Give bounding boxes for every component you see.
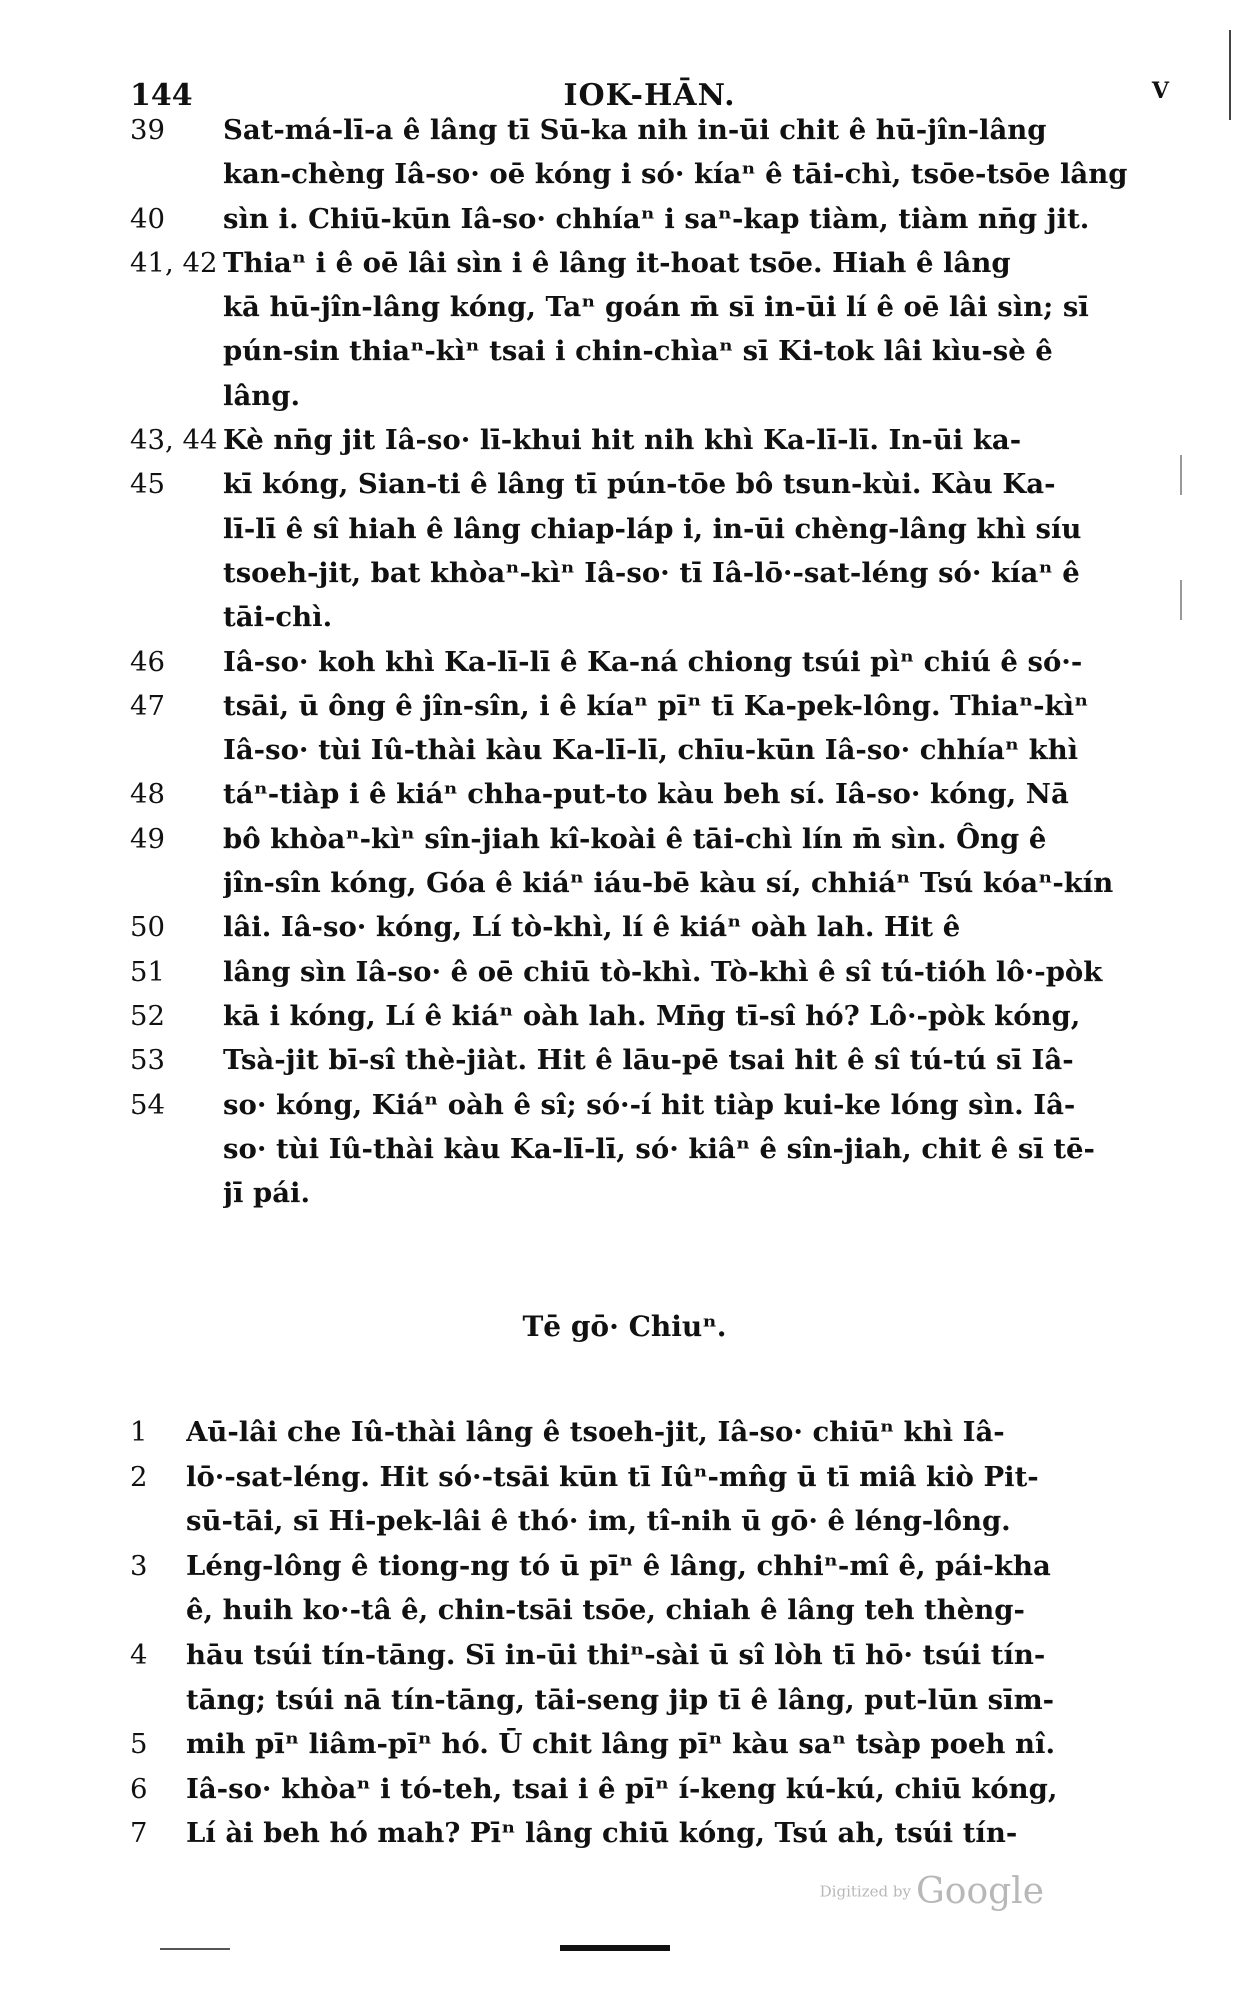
verse-line: [130, 1410, 1170, 1455]
verse-line: [130, 329, 1170, 373]
verse-number: 3: [130, 1549, 148, 1582]
verse-text: kā hū-jîn-lâng kóng, Taⁿ goán m̄ sī in-ūi lí ê oē lâi sìn; sī: [223, 291, 1089, 324]
verse-text: ê, huih ko·-tâ ê, chin-tsāi tsōe, chiah ê lâng teh thèng-: [186, 1594, 1025, 1627]
verse-line: [130, 507, 1170, 551]
verse-text: mih pīⁿ liâm-pīⁿ hó. Ū chit lâng pīⁿ kàu saⁿ tsàp poeh nî.: [186, 1728, 1056, 1761]
verse-text: Thiaⁿ i ê oē lâi sìn i ê lâng it-hoat tsōe. Hiah ê lâng: [223, 246, 1011, 279]
verse-line: [130, 640, 1170, 684]
verse-text: Iâ-so· tùi Iû-thài kàu Ka-lī-lī, chīu-kūn Iâ-so· chhíaⁿ khì: [223, 734, 1079, 767]
verse-number: 47: [130, 689, 165, 722]
verse-text: lâi. Iâ-so· kóng, Lí tò-khì, lí ê kiáⁿ oàh lah. Hit ê: [223, 911, 961, 944]
margin-mark: [1180, 455, 1182, 495]
verse-number: 7: [130, 1817, 148, 1850]
verse-line: [130, 1678, 1170, 1723]
verse-text: hāu tsúi tín-tāng. Sī in-ūi thiⁿ-sài ū sî lòh tī hō· tsúi tín-: [186, 1638, 1046, 1671]
verse-number: 45: [130, 468, 165, 501]
verse-line: [130, 1811, 1170, 1856]
verse-number: 46: [130, 645, 165, 678]
verse-text: Iâ-so· koh khì Ka-lī-lī ê Ka-ná chiong tsúi pìⁿ chiú ê só·-: [223, 645, 1083, 678]
scan-artifact-rule: [560, 1945, 670, 1951]
verse-line: [130, 595, 1170, 639]
verse-text: Kè nn̄g jit Iâ-so· lī-khui hit nih khì Ka-lī-lī. In-ūi ka-: [223, 424, 1022, 457]
verse-number: 39: [130, 114, 165, 146]
verse-line: [130, 551, 1170, 595]
verse-text: Tsà-jit bī-sî thè-jiàt. Hit ê lāu-pē tsai hit ê sî tú-tú sī Iâ-: [223, 1044, 1074, 1077]
watermark-prefix: Digitized by: [819, 1882, 911, 1901]
verse-line: [130, 994, 1170, 1038]
verse-line: [130, 1588, 1170, 1633]
verse-number: 1: [130, 1416, 148, 1448]
verse-line: [130, 1455, 1170, 1500]
verse-line: [130, 197, 1170, 241]
verse-text: lâng.: [223, 379, 301, 412]
verse-number: 53: [130, 1044, 165, 1077]
verse-text: tāi-chì.: [223, 601, 333, 634]
verse-line: [130, 152, 1170, 196]
verse-line: [130, 1544, 1170, 1589]
verse-line: [130, 1499, 1170, 1544]
verse-number: 6: [130, 1772, 148, 1805]
verse-line: [130, 861, 1170, 905]
verse-line: [130, 285, 1170, 329]
verse-line: [130, 905, 1170, 949]
verse-text: tsoeh-jit, bat khòaⁿ-kìⁿ Iâ-so· tī Iâ-lō·-sat-léng só· kíaⁿ ê: [223, 556, 1080, 589]
verse-line: [130, 772, 1170, 816]
verse-number: 48: [130, 778, 165, 811]
verse-text: tāng; tsúi nā tín-tāng, tāi-seng jip tī ê lâng, put-lūn sīm-: [186, 1683, 1055, 1716]
section-heading: Tē gō· Chiuⁿ.: [522, 1310, 727, 1343]
verse-line: [130, 950, 1170, 994]
page-number: 144: [130, 78, 193, 113]
verse-text: jī pái.: [223, 1177, 311, 1210]
verse-number: 54: [130, 1088, 165, 1121]
verse-line: [130, 1767, 1170, 1812]
verse-text: sū-tāi, sī Hi-pek-lâi ê thó· im, tî-nih ū gō· ê léng-lông.: [186, 1505, 1011, 1538]
running-title: IOK-HĀN.: [563, 78, 736, 113]
verse-line: [130, 1127, 1170, 1171]
verse-line: [130, 1171, 1170, 1215]
verse-line: [130, 418, 1170, 462]
verse-line: [130, 1083, 1170, 1127]
margin-mark: [1180, 580, 1182, 620]
verse-line: [130, 1722, 1170, 1767]
verse-text: Sat-má-lī-a ê lâng tī Sū-ka nih in-ūi chit ê hū-jîn-lâng: [223, 114, 1047, 146]
verse-block-chapter-4: [130, 108, 1170, 1215]
verse-text: Iâ-so· khòaⁿ i tó-teh, tsai i ê pīⁿ í-keng kú-kú, chiū kóng,: [186, 1772, 1058, 1805]
verse-text: so· kóng, Kiáⁿ oàh ê sî; só·-í hit tiàp kui-ke lóng sìn. Iâ-: [223, 1088, 1076, 1121]
verse-text: lâng sìn Iâ-so· ê oē chiū tò-khì. Tò-khì ê sî tú-tióh lô·-pòk: [223, 955, 1103, 988]
verse-text: Aū-lâi che Iû-thài lâng ê tsoeh-jit, Iâ-so· chiūⁿ khì Iâ-: [186, 1416, 1005, 1448]
verse-text: lō·-sat-léng. Hit só·-tsāi kūn tī Iûⁿ-mn̂g ū tī miâ kiò Pit-: [186, 1460, 1039, 1493]
verse-number: 50: [130, 911, 165, 944]
verse-line: [130, 1633, 1170, 1678]
verse-number: 51: [130, 955, 165, 988]
verse-text: pún-sin thiaⁿ-kìⁿ tsai i chin-chìaⁿ sī Ki-tok lâi kìu-sè ê: [223, 335, 1053, 368]
verse-number: 52: [130, 999, 165, 1032]
verse-number: 5: [130, 1728, 148, 1761]
watermark: [820, 1871, 1044, 1912]
verse-number: 40: [130, 202, 165, 235]
google-logo: Google: [916, 1871, 1044, 1912]
verse-number: 2: [130, 1460, 148, 1493]
verse-text: bô khòaⁿ-kìⁿ sîn-jiah kî-koài ê tāi-chì lín m̄ sìn. Ông ê: [223, 822, 1047, 855]
verse-number: 4: [130, 1638, 148, 1671]
verse-number: 49: [130, 822, 165, 855]
verse-number: 41, 42: [130, 246, 218, 279]
verse-text: so· tùi Iû-thài kàu Ka-lī-lī, só· kiâⁿ ê sîn-jiah, chit ê sī tē-: [223, 1132, 1095, 1165]
verse-line: [130, 1038, 1170, 1082]
verse-line: [130, 684, 1170, 728]
chapter-mark: V: [1151, 78, 1169, 104]
verse-text: Léng-lông ê tiong-ng tó ū pīⁿ ê lâng, chhiⁿ-mî ê, pái-kha: [186, 1549, 1051, 1582]
verse-line: [130, 817, 1170, 861]
verse-block-chapter-5: [130, 1410, 1170, 1856]
verse-text: tsāi, ū ông ê jîn-sîn, i ê kíaⁿ pīⁿ tī Ka-pek-lông. Thiaⁿ-kìⁿ: [223, 689, 1089, 722]
verse-line: [130, 462, 1170, 506]
verse-text: Lí ài beh hó mah? Pīⁿ lâng chiū kóng, Tsú ah, tsúi tín-: [186, 1817, 1018, 1850]
verse-text: lī-lī ê sî hiah ê lâng chiap-láp i, in-ūi chèng-lâng khì síu: [223, 512, 1082, 545]
page-edge-line: [1229, 30, 1231, 120]
verse-text: sìn i. Chiū-kūn Iâ-so· chhíaⁿ i saⁿ-kap tiàm, tiàm nn̄g jit.: [223, 202, 1090, 235]
verse-line: [130, 241, 1170, 285]
verse-text: jîn-sîn kóng, Góa ê kiáⁿ iáu-bē kàu sí, chhiáⁿ Tsú kóaⁿ-kín: [223, 867, 1114, 900]
verse-text: kī kóng, Sian-ti ê lâng tī pún-tōe bô tsun-kùi. Kàu Ka-: [223, 468, 1056, 501]
scan-artifact-rule: [160, 1948, 230, 1950]
verse-line: [130, 108, 1170, 152]
verse-line: [130, 728, 1170, 772]
verse-text: kā i kóng, Lí ê kiáⁿ oàh lah. Mn̄g tī-sî hó? Lô·-pòk kóng,: [223, 999, 1081, 1032]
verse-line: [130, 374, 1170, 418]
verse-number: 43, 44: [130, 424, 218, 457]
verse-text: kan-chèng Iâ-so· oē kóng i só· kíaⁿ ê tāi-chì, tsōe-tsōe lâng: [223, 158, 1128, 191]
verse-text: táⁿ-tiàp i ê kiáⁿ chha-put-to kàu beh sí. Iâ-so· kóng, Nā: [223, 778, 1069, 811]
